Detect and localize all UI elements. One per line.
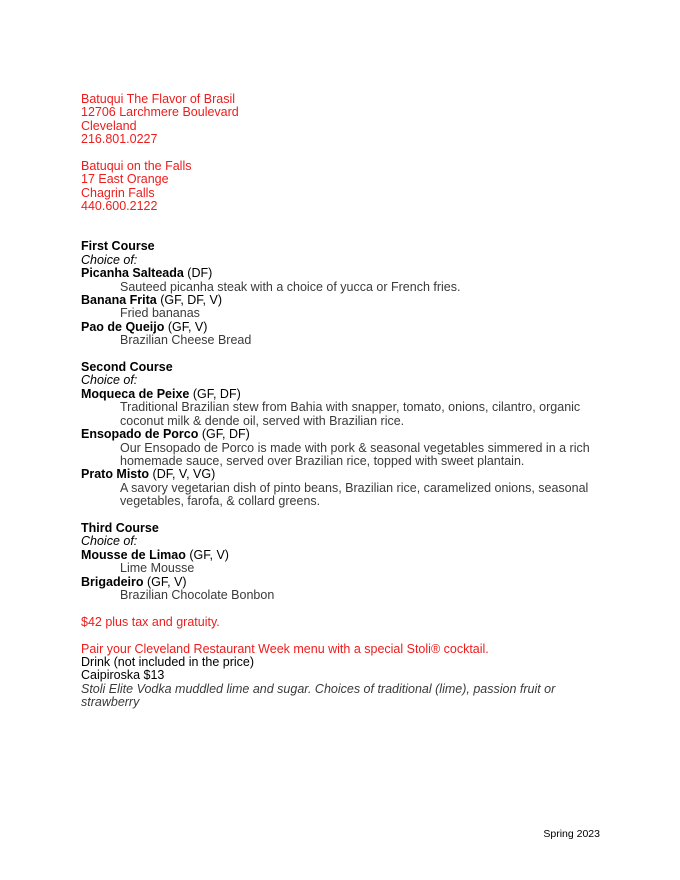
item-name: Mousse de Limao: [81, 547, 186, 562]
item-name: Brigadeiro: [81, 574, 144, 589]
item-tags: (GF, V): [143, 574, 187, 589]
item-name: Pao de Queijo: [81, 319, 165, 334]
item-name: Prato Misto: [81, 467, 150, 482]
item-description: Brazilian Cheese Bread: [120, 333, 252, 348]
drink-name-price: Caipiroska $13: [81, 668, 165, 683]
drink-description: Stoli Elite Vodka muddled lime and sugar. Choices of traditional (lime), passion fruit or strawberry: [81, 681, 556, 710]
drink-section: [81, 643, 601, 710]
menu-item: [81, 388, 601, 428]
course-title: Third Course: [81, 520, 159, 535]
drink-note: Drink (not included in the price): [81, 654, 254, 669]
item-description: Lime Mousse: [120, 561, 195, 576]
item-description: Our Ensopado de Porco is made with pork & seasonal vegetables simmered in a rich homemade sauce, served over Brazilian rice, topped with sweet plantain.: [120, 440, 590, 468]
price-note: $42 plus tax and gratuity.: [81, 614, 220, 629]
course-first: [81, 240, 601, 347]
location-name: Batuqui The Flavor of Brasil: [81, 92, 236, 106]
course-third: [81, 522, 601, 602]
item-tags: (GF, DF): [189, 386, 241, 401]
location-street: 17 East Orange: [81, 172, 169, 187]
course-second: [81, 361, 601, 508]
course-title: Second Course: [81, 360, 173, 375]
menu-page: [81, 93, 601, 710]
location-street: 12706 Larchmere Boulevard: [81, 105, 239, 120]
item-description: Sauteed picanha steak with a choice of yucca or French fries.: [120, 279, 461, 294]
location-city: Cleveland: [81, 118, 137, 133]
menu-item: [81, 549, 601, 576]
item-description: Fried bananas: [120, 306, 200, 321]
location-city: Chagrin Falls: [81, 185, 155, 200]
item-tags: (GF, DF, V): [156, 293, 222, 308]
item-name: Banana Frita: [81, 293, 157, 308]
menu-item: [81, 321, 601, 348]
item-tags: (GF, DF): [198, 427, 250, 442]
location-phone: 216.801.0227: [81, 132, 158, 147]
course-title: First Course: [81, 239, 155, 254]
course-choice: Choice of:: [81, 534, 138, 549]
menu-item: [81, 294, 601, 321]
menu-item: [81, 267, 601, 294]
location-1: [81, 93, 601, 147]
location-phone: 440.600.2122: [81, 199, 158, 214]
drink-promo: Pair your Cleveland Restaurant Week menu with a special Stoli® cocktail.: [81, 641, 489, 656]
menu-item: [81, 576, 601, 603]
item-name: Picanha Salteada: [81, 266, 184, 281]
item-name: Moqueca de Peixe: [81, 386, 190, 401]
menu-item: [81, 428, 601, 468]
course-choice: Choice of:: [81, 252, 138, 267]
item-name: Ensopado de Porco: [81, 427, 199, 442]
item-description: A savory vegetarian dish of pinto beans, Brazilian rice, caramelized onions, seasonal vegetables, farofa, & collard greens.: [120, 480, 589, 509]
location-name: Batuqui on the Falls: [81, 159, 192, 174]
footer-season: Spring 2023: [543, 828, 600, 840]
item-tags: (DF): [183, 266, 213, 281]
item-description: Traditional Brazilian stew from Bahia with snapper, tomato, onions, cilantro, organic coconut milk & dende oil, served with Brazilian rice.: [120, 400, 581, 428]
item-tags: (GF, V): [164, 319, 208, 334]
menu-item: [81, 468, 601, 508]
course-choice: Choice of:: [81, 373, 138, 388]
item-tags: (DF, V, VG): [149, 467, 216, 482]
location-2: [81, 160, 601, 214]
item-tags: (GF, V): [185, 547, 229, 562]
item-description: Brazilian Chocolate Bonbon: [120, 587, 275, 602]
